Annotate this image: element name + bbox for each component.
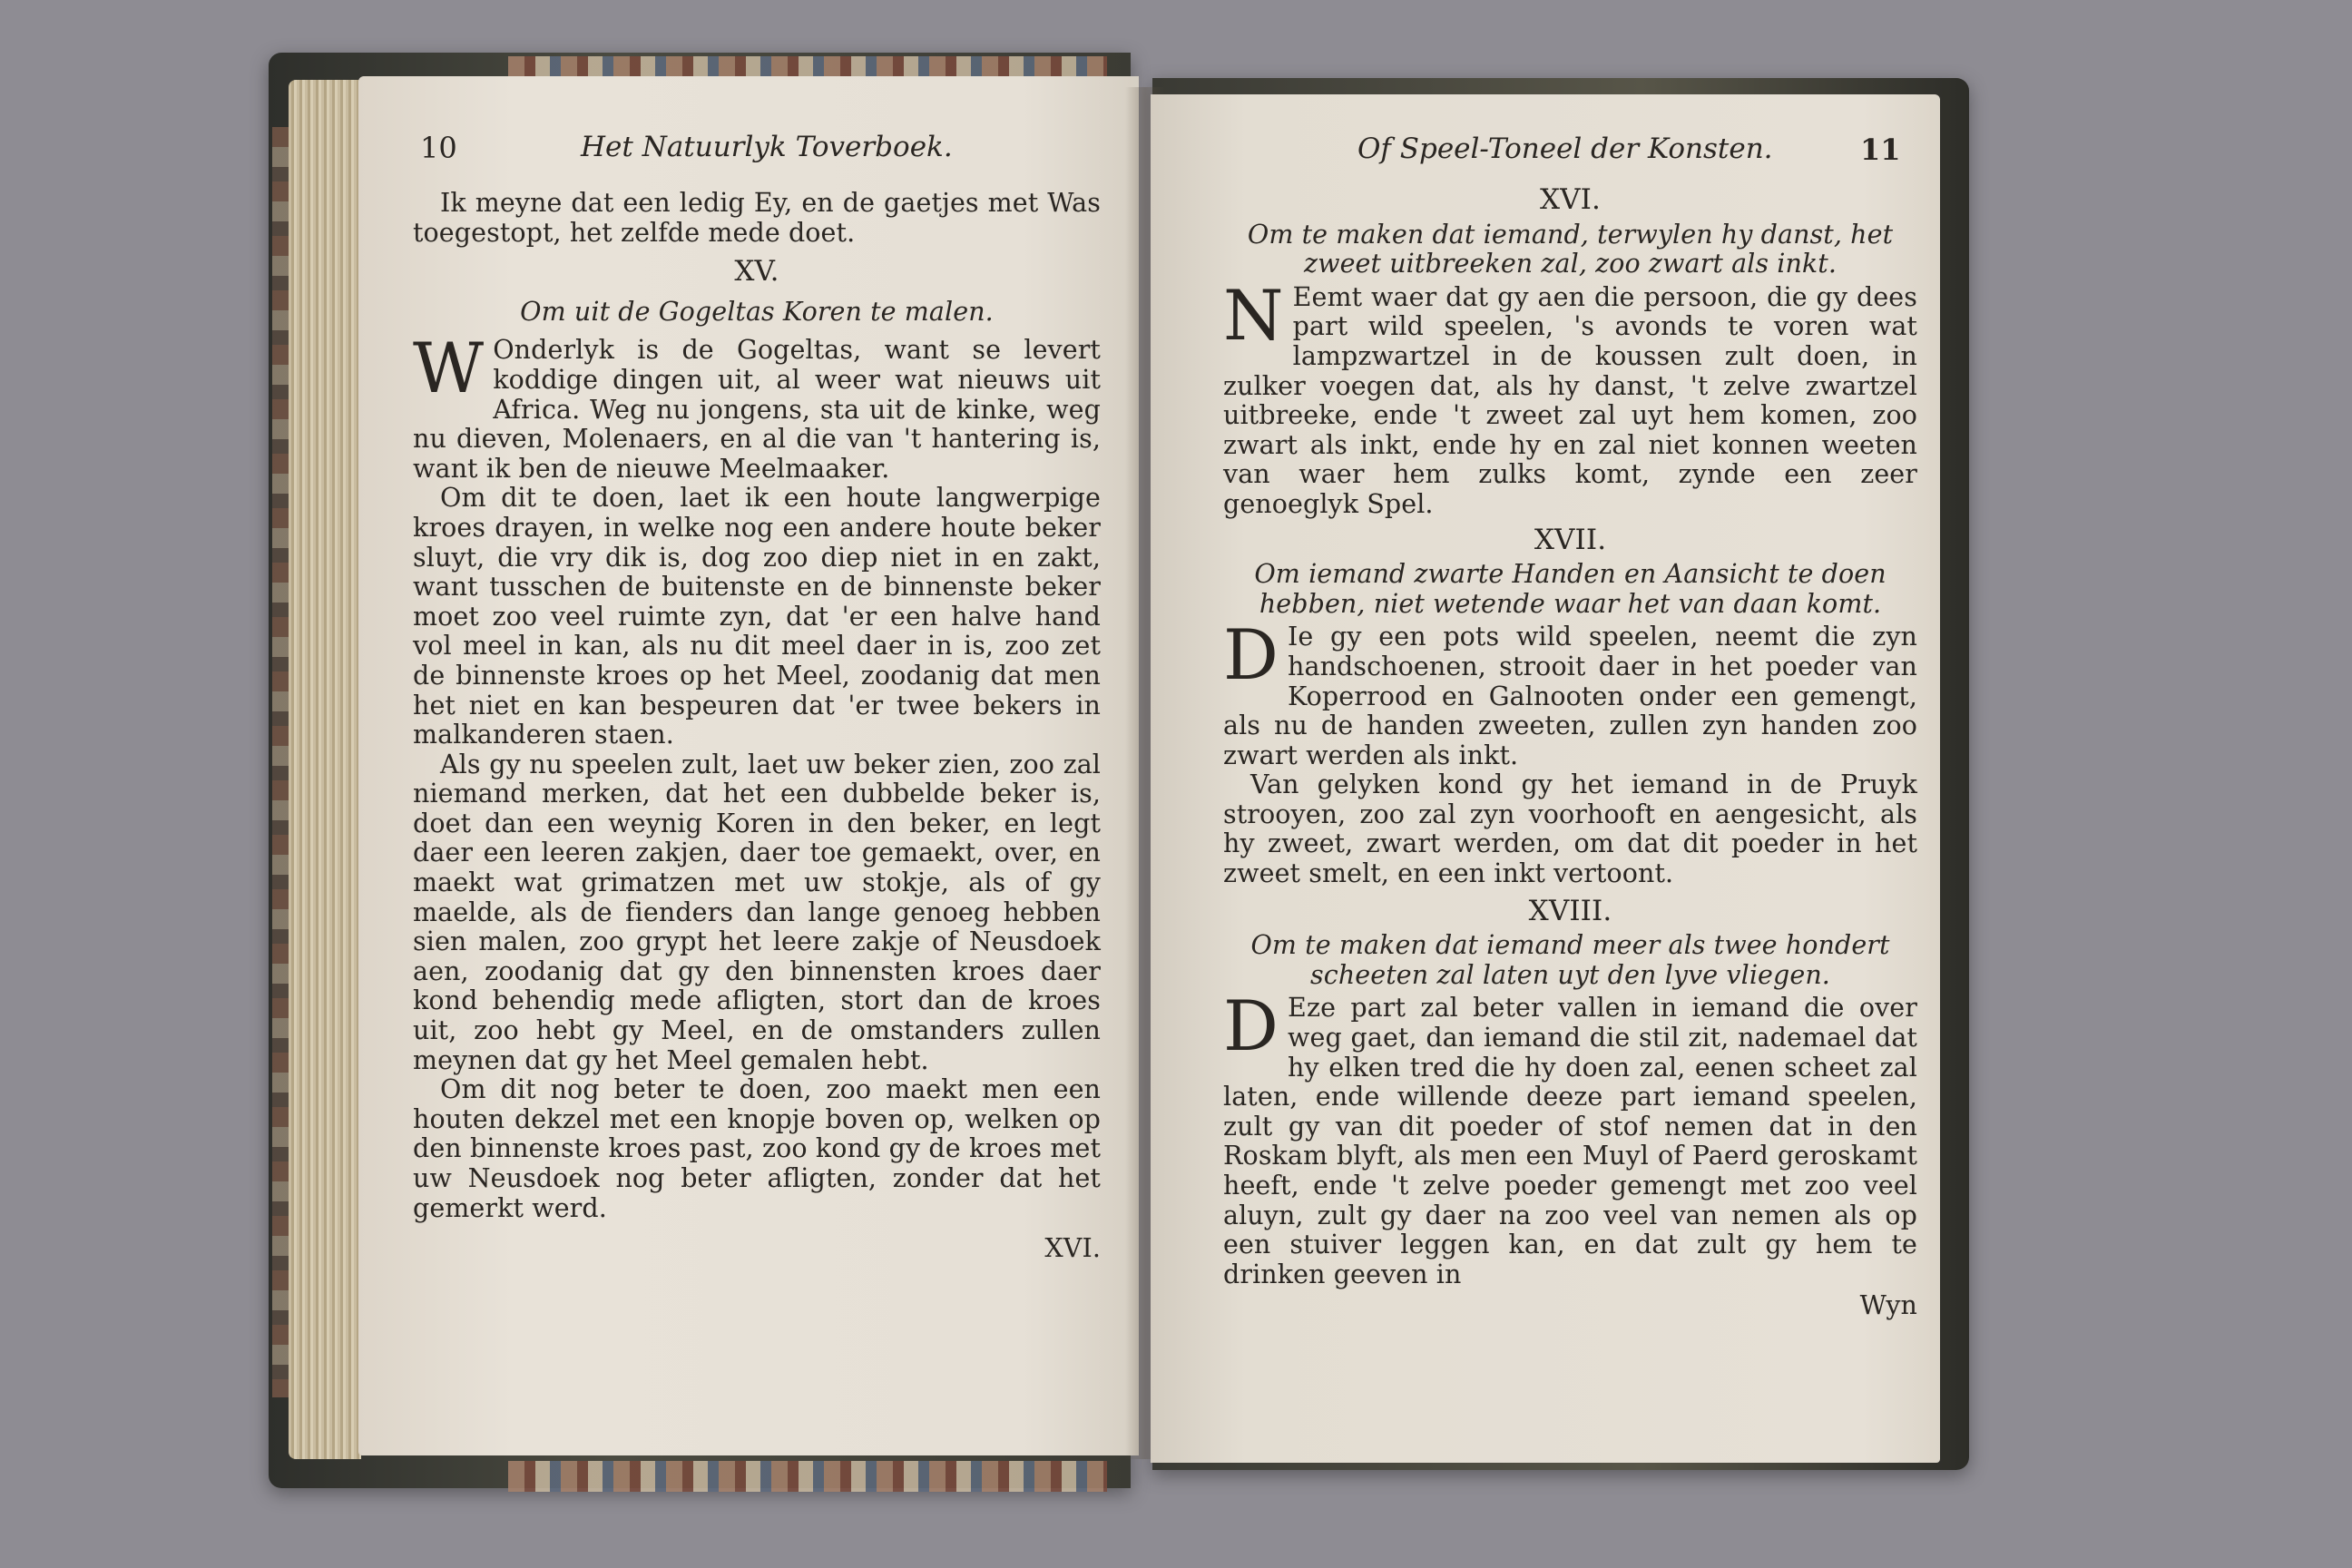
paragraph: Als gy nu speelen zult, laet uw beker zien, zoo zal niemand merken, dat het een dubbelde beker is, doet dan een weynig Koren in den beker, en legt daer een leeren zakjen, daer toe gemaekt, over, en maekt wat grimatzen met uw stokje, als of gy maelde, als de fienders dan lange genoeg hebben sien malen, zoo grypt het leere zakje of Neusdoek aen, zoodanig dat gy den binnensten kroes daer kond behendig mede afligten, stort dan de kroes uit, zoo hebt gy Meel, en de omstanders zullen meynen dat gy het Meel gemalen hebt. [413,749,1101,1075]
right-page [1151,94,1940,1463]
drop-initial: N [1223,274,1284,356]
section-heading: XV. [734,255,779,289]
drop-initial: D [1223,614,1279,696]
left-page-text [413,189,1101,1264]
section-heading: XVII. [1534,523,1607,556]
catchword: XVI. [1044,1233,1101,1264]
drop-initial: D [1223,985,1279,1067]
running-head: Of Speel-Toneel der Konsten. [1357,132,1773,165]
section-title: Om te maken dat iemand meer als twee hondert scheeten zal laten uyt den lyve vliegen. [1250,930,1890,990]
paragraph: Van gelyken kond gy het iemand in de Pruyk strooyen, zoo zal zyn voorhooft en aengesicht, als hy zweet, zwart werden, om dat dit poeder in het zweet smelt, en een inkt vertoont. [1223,769,1917,889]
right-page-text [1223,185,1917,1321]
paragraph: Om dit te doen, laet ik een houte langwerpige kroes drayen, in welke nog een andere houte beker sluyt, die vry dik is, dog zoo diep niet in en zakt, want tusschen de buitenste en de binnenste beker moet zoo veel ruimte zyn, dat 'er een halve hand vol meel in kan, als nu dit meel daer in is, zoo zet de binnenste kroes op het Meel, zoodanig dat men het niet en kan bespeuren dat 'er twee bekers in malkanderen staen. [413,483,1101,750]
intro-paragraph: Ik meyne dat een ledig Ey, en de gaetjes met Was toegestopt, het zelfde mede doet. [413,188,1101,248]
section-title: Om te maken dat iemand, terwylen hy danst, het zweet uitbreeken zal, zoo zwart als inkt. [1247,219,1894,279]
section-heading: XVIII. [1528,894,1612,927]
catchword: Wyn [1859,1290,1917,1321]
page-number: 10 [420,131,457,165]
section-title: Om uit de Gogeltas Koren te malen. [520,296,994,327]
marbled-cloth-bottom [508,1461,1107,1492]
paragraph: D Eze part zal beter vallen in iemand die over weg gaet, dan iemand die stil zit, nademael dat hy elken tred die hy doen zal, eenen scheet zal laten, ende willende deeze part iemand speelen, zult gy van dit poeder of stof nemen dat in den Roskam blyft, als men een Muyl of Paerd geroskamt heeft, ende 't zelve poeder gemengt met zoo veel aluyn, zult gy daer na zoo veel van nemen als op een stuiver leggen kan, en dat zult gy hem te drinken geeven in [1223,985,1917,1289]
drop-initial: W [413,328,485,409]
running-head: Het Natuurlyk Toverboek. [581,131,953,163]
left-page [358,76,1139,1455]
page-edges [289,80,361,1459]
paragraph: W Onderlyk is de Gogeltas, want se levert koddige dingen uit, al weer wat nieuws uit Africa. Weg nu jongens, sta uit de kinke, weg nu dieven, Molenaers, en al die van 't hantering is, want ik ben de nieuwe Meelmaaker. [413,328,1101,484]
paragraph: N Eemt waer dat gy aen die persoon, die gy dees part wild speelen, 's avonds te voren wat lampzwartzel in de koussen zult doen, in zulker voegen dat, als hy danst, 't zelve zwartzel uitbreeke, ende 't zweet zal uyt hem komen, zoo zwart als inkt, ende hy en zal niet konnen weeten van waer hem zulks komt, zynde een zeer genoeglyk Spel. [1223,274,1917,519]
page-number: 11 [1860,132,1901,167]
section-heading: XVI. [1540,183,1601,216]
paragraph: D Ie gy een pots wild speelen, neemt die zyn handschoenen, strooit daer in het poeder van Koperrood en Galnooten onder een gemengt, als nu de handen zweeten, zullen zyn handen zoo zwart werden als inkt. [1223,614,1917,770]
paragraph: Om dit nog beter te doen, zoo maekt men een houten dekzel met een knopje boven op, welken op den binnenste kroes past, zoo kond gy de kroes met uw Neusdoek nog beter afligten, zonder dat het gemerkt werd. [413,1074,1101,1223]
section-title: Om iemand zwarte Handen en Aansicht te doen hebben, niet wetende waar het van daan komt. [1254,559,1886,619]
